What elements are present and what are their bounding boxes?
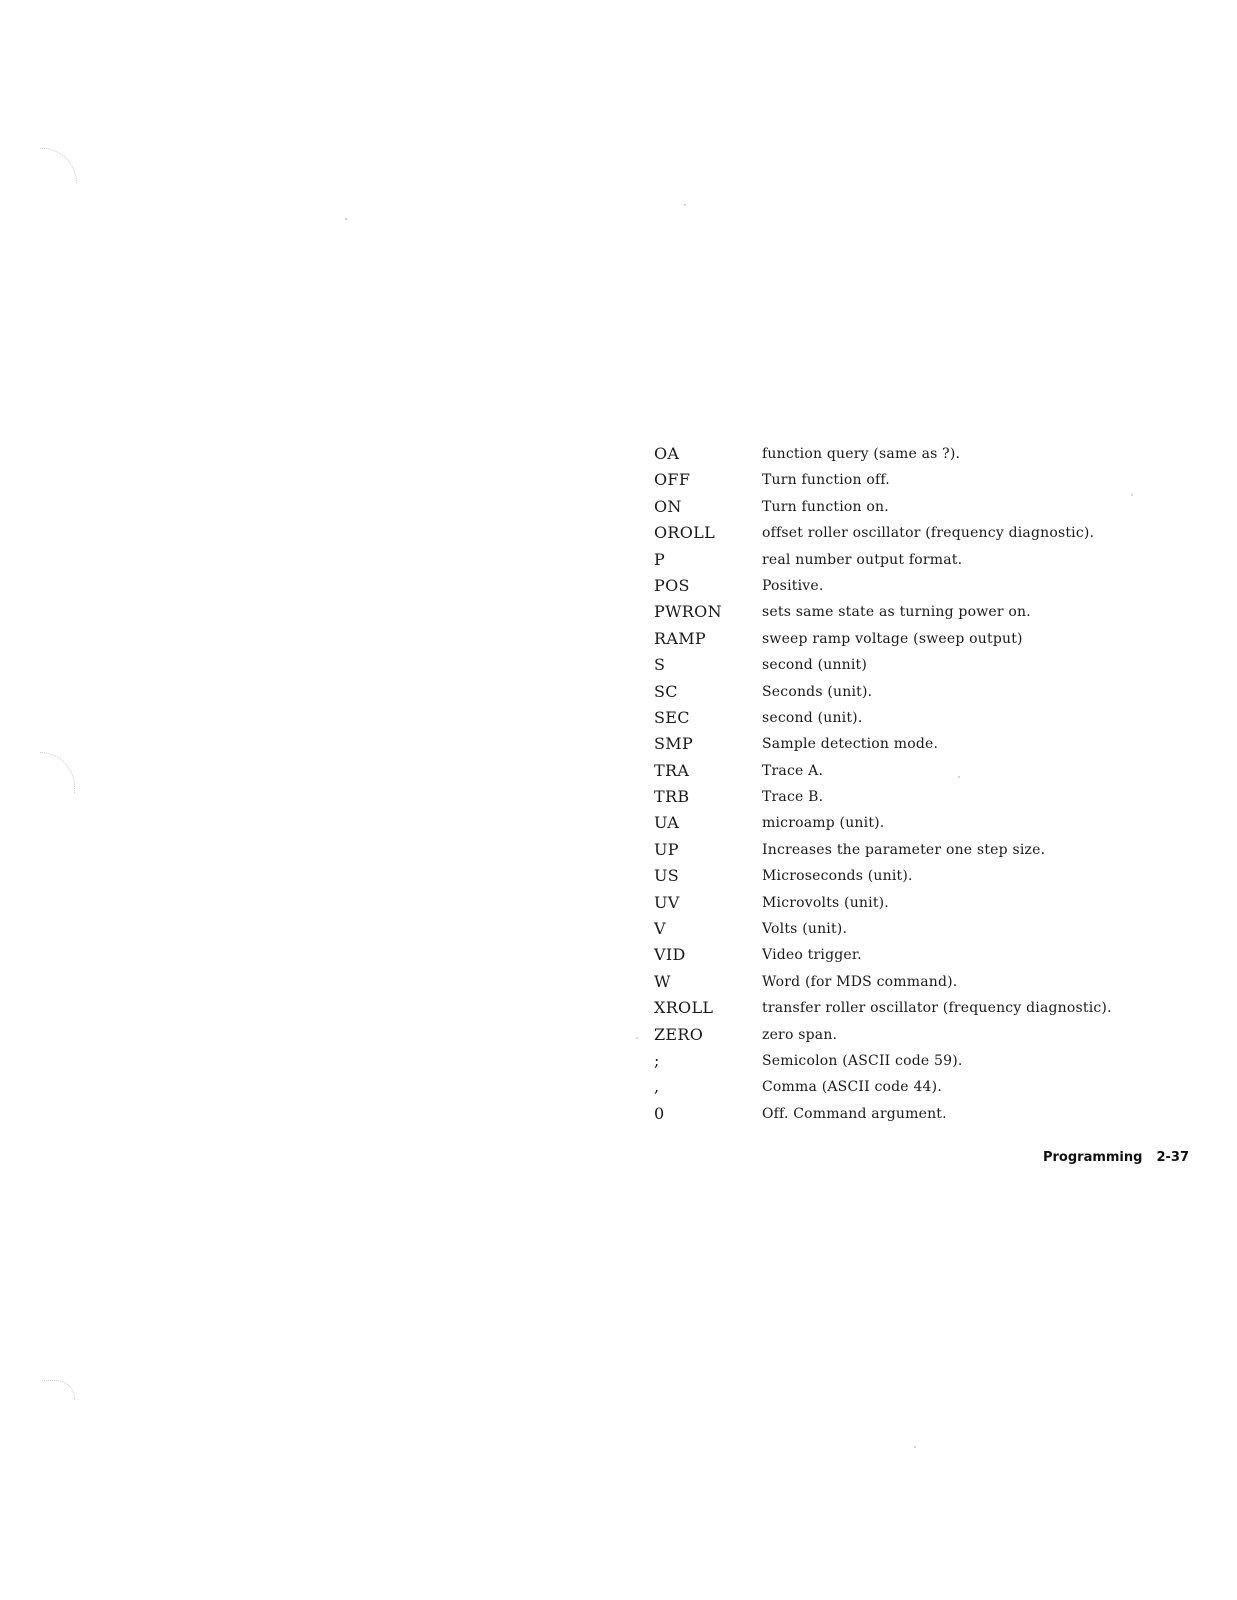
glossary-row <box>654 942 1114 968</box>
footer-page-number: 2-37 <box>1156 1150 1189 1165</box>
glossary-term: US <box>654 866 680 886</box>
glossary-definition: Comma (ASCII code 44). <box>762 1079 942 1096</box>
glossary-definition: function query (same as ?). <box>762 446 961 462</box>
command-glossary <box>654 441 1114 1127</box>
glossary-row <box>654 679 1114 705</box>
glossary-term: ZERO <box>654 1024 704 1044</box>
glossary-term: P <box>654 549 666 569</box>
glossary-term: W <box>654 971 671 991</box>
glossary-term: SC <box>654 681 678 701</box>
glossary-definition: Trace B. <box>762 789 824 806</box>
footer-section-title: Programming <box>1042 1150 1143 1165</box>
glossary-term: , <box>654 1077 660 1097</box>
glossary-row <box>654 1048 1114 1074</box>
glossary-row <box>654 705 1114 731</box>
glossary-term: VID <box>654 945 686 965</box>
glossary-term: SEC <box>654 707 690 727</box>
glossary-row <box>654 626 1114 652</box>
glossary-row <box>654 995 1114 1021</box>
glossary-term: OROLL <box>654 523 716 543</box>
glossary-row <box>654 837 1114 863</box>
glossary-definition: Turn function off. <box>762 472 890 489</box>
glossary-row <box>654 520 1114 546</box>
glossary-definition: sets same state as turning power on. <box>762 604 1031 621</box>
glossary-term: TRB <box>654 787 690 807</box>
glossary-definition: zero span. <box>762 1026 838 1043</box>
glossary-row <box>654 890 1114 916</box>
glossary-definition: second (unnit) <box>762 657 868 674</box>
glossary-term: V <box>654 919 666 939</box>
glossary-definition: microamp (unit). <box>762 815 885 832</box>
glossary-definition: second (unit). <box>762 709 863 726</box>
scan-speck <box>636 1037 638 1039</box>
glossary-definition: real number output format. <box>762 551 963 568</box>
glossary-definition: offset roller oscillator (frequency diagnostic). <box>762 525 1095 542</box>
glossary-definition: Microseconds (unit). <box>762 868 913 885</box>
glossary-row <box>654 652 1114 678</box>
glossary-term: UV <box>654 892 680 912</box>
glossary-definition: sweep ramp voltage (sweep output) <box>762 630 1023 647</box>
glossary-definition: Trace A. <box>762 762 824 779</box>
glossary-row <box>654 467 1114 493</box>
glossary-row <box>654 863 1114 889</box>
glossary-term: 0 <box>654 1103 665 1123</box>
glossary-definition: Volts (unit). <box>762 921 848 938</box>
glossary-definition: Microvolts (unit). <box>762 894 889 911</box>
glossary-definition: Positive. <box>762 577 824 594</box>
glossary-row <box>654 784 1114 810</box>
binder-mark-bottom <box>44 1380 75 1399</box>
glossary-row <box>654 1022 1114 1048</box>
glossary-definition: Sample detection mode. <box>762 736 939 753</box>
glossary-term: RAMP <box>654 628 706 648</box>
glossary-term: XROLL <box>654 998 714 1018</box>
glossary-term: SMP <box>654 734 694 754</box>
glossary-term: UA <box>654 813 680 833</box>
glossary-definition: Increases the parameter one step size. <box>762 841 1046 858</box>
glossary-definition: Word (for MDS command). <box>762 973 958 990</box>
scan-speck <box>1131 494 1133 496</box>
glossary-row <box>654 599 1114 625</box>
scan-speck <box>684 204 686 206</box>
glossary-term: TRA <box>654 760 690 780</box>
glossary-definition: Off. Command argument. <box>762 1105 947 1122</box>
glossary-row <box>654 969 1114 995</box>
glossary-row <box>654 758 1114 784</box>
glossary-definition: Semicolon (ASCII code 59). <box>762 1052 963 1069</box>
glossary-row <box>654 731 1114 757</box>
glossary-row <box>654 573 1114 599</box>
glossary-definition: transfer roller oscillator (frequency diagnostic). <box>762 1000 1112 1017</box>
glossary-row <box>654 916 1114 942</box>
glossary-term: ON <box>654 496 682 516</box>
glossary-term: UP <box>654 839 679 859</box>
glossary-term: OFF <box>654 470 691 490</box>
glossary-term: POS <box>654 575 690 595</box>
glossary-definition: Video trigger. <box>762 947 862 964</box>
glossary-row <box>654 547 1114 573</box>
binder-mark-middle <box>40 752 75 793</box>
scan-speck <box>914 1446 916 1448</box>
scan-speck <box>345 218 347 220</box>
glossary-definition: Seconds (unit). <box>762 683 873 700</box>
glossary-term: S <box>654 655 666 675</box>
glossary-row <box>654 494 1114 520</box>
glossary-term: ; <box>654 1050 660 1070</box>
glossary-row <box>654 810 1114 836</box>
glossary-term: OA <box>654 444 680 463</box>
glossary-term: PWRON <box>654 602 722 622</box>
page-footer <box>1043 1150 1189 1165</box>
glossary-row <box>654 441 1114 467</box>
glossary-definition: Turn function on. <box>762 498 889 515</box>
binder-mark-top <box>40 148 77 183</box>
glossary-row <box>654 1101 1114 1127</box>
glossary-row <box>654 1074 1114 1100</box>
